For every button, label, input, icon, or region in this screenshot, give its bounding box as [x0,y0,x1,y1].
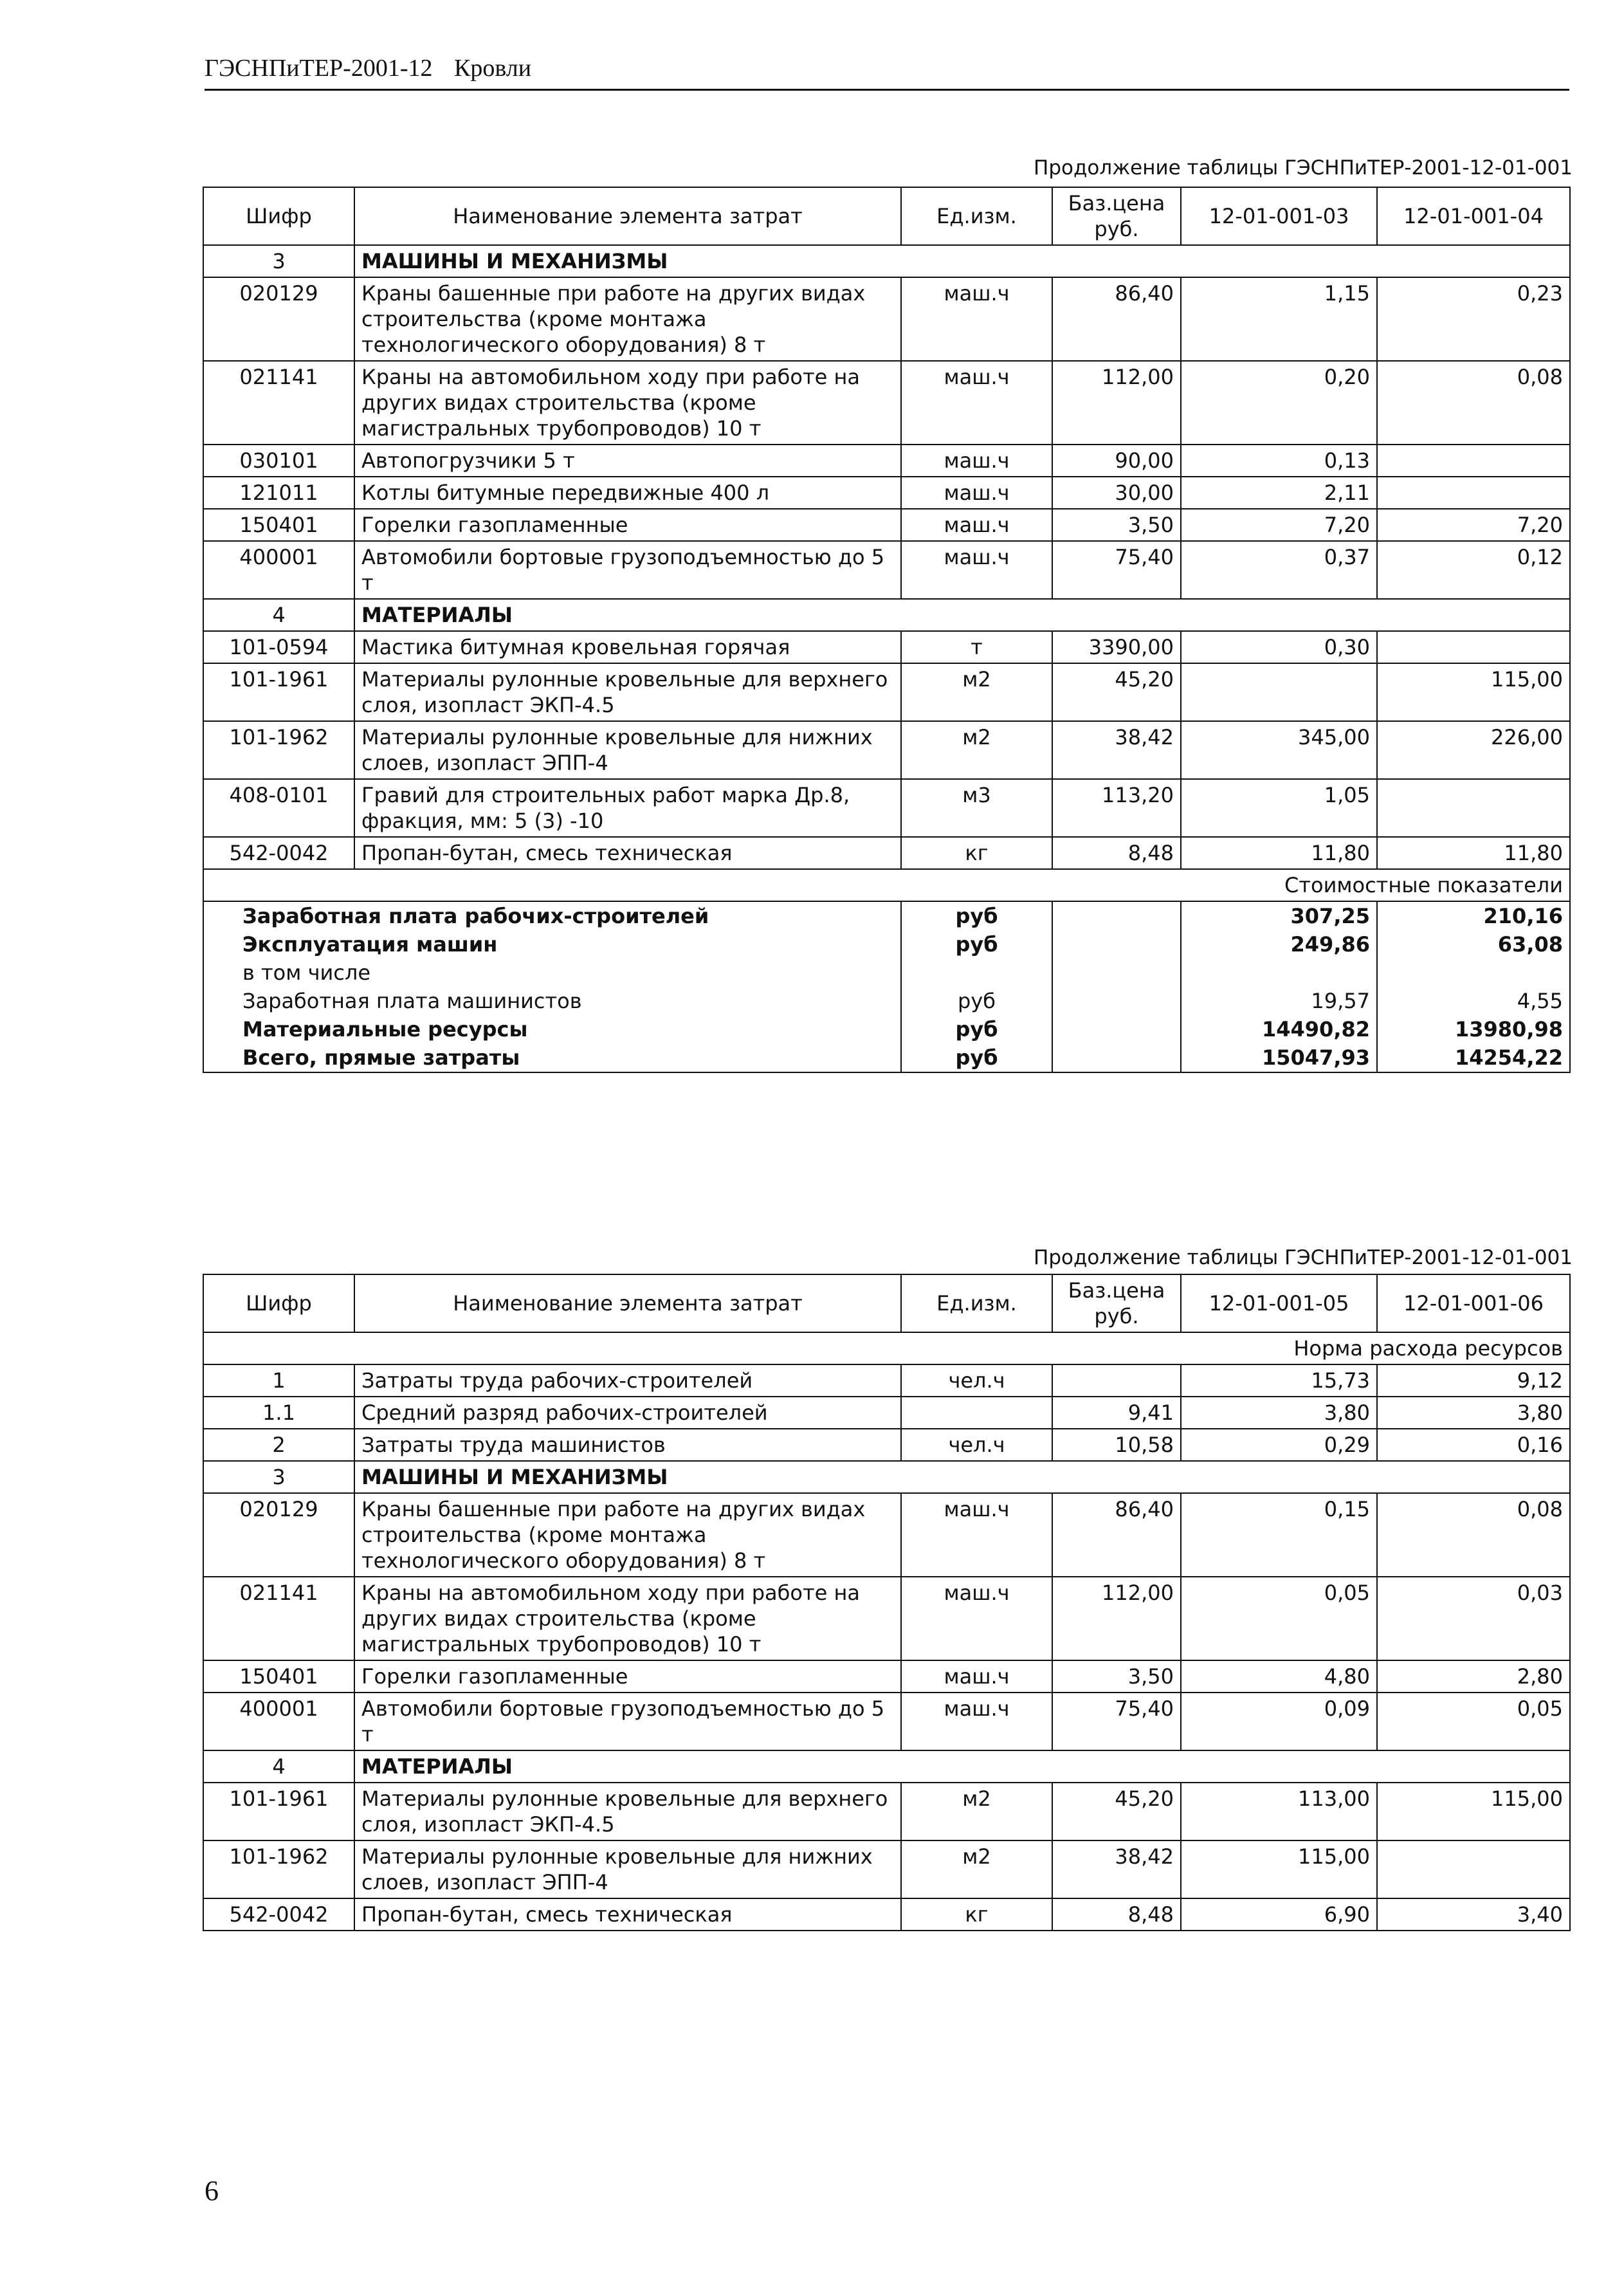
value-cell-b: 9,12 [1377,1364,1570,1397]
summary-value-a: 307,25 [1181,901,1377,930]
table-row [203,663,1570,721]
summary-value-b: 13980,98 [1377,1015,1570,1043]
col-header-name: Наименование элемента затрат [354,1274,901,1332]
value-cell-b: 115,00 [1377,1783,1570,1840]
unit-cell: м2 [901,721,1052,779]
resource-name: Краны на автомобильном ходу при работе на других видах строительства (кроме магистральных трубопроводов) 10 т [354,1577,901,1660]
base-price-cell: 112,00 [1052,361,1181,445]
header-rule [205,89,1569,91]
resource-name: Мастика битумная кровельная горячая [354,631,901,663]
value-cell-a: 0,20 [1181,361,1377,445]
summary-name: Материальные ресурсы [203,1015,901,1043]
summary-name: в том числе [203,959,901,987]
resource-code: 101-1961 [203,663,354,721]
table-row [203,277,1570,361]
value-cell-a: 6,90 [1181,1898,1377,1931]
table-row [203,1493,1570,1577]
section-number: 3 [203,245,354,277]
unit-cell: кг [901,1898,1052,1931]
resource-code: 408-0101 [203,779,354,837]
unit-cell: маш.ч [901,1693,1052,1750]
base-price-cell: 30,00 [1052,477,1181,509]
value-cell-a: 0,29 [1181,1429,1377,1461]
unit-cell: м2 [901,663,1052,721]
resource-code: 101-1962 [203,721,354,779]
cost-band-label: Стоимостные показатели [203,869,1570,901]
col-header-b: 12-01-001-06 [1377,1274,1570,1332]
resource-name: Пропан-бутан, смесь техническая [354,1898,901,1931]
base-price-cell: 8,48 [1052,1898,1181,1931]
summary-value-a [1181,959,1377,987]
value-cell-a: 345,00 [1181,721,1377,779]
value-cell-a: 7,20 [1181,509,1377,541]
summary-value-a: 19,57 [1181,987,1377,1015]
value-cell-b [1377,477,1570,509]
resource-code: 121011 [203,477,354,509]
summary-row [203,1043,1570,1072]
resource-name: Пропан-бутан, смесь техническая [354,837,901,869]
unit-cell: м2 [901,1840,1052,1898]
unit-cell: маш.ч [901,1660,1052,1693]
resource-code: 150401 [203,1660,354,1693]
resource-table-1 [203,187,1571,1073]
unit-cell: кг [901,837,1052,869]
header-code: ГЭСНПиТЕР-2001-12 [205,55,433,82]
table-row [203,1660,1570,1693]
summary-value-a: 249,86 [1181,930,1377,959]
value-cell-b [1377,631,1570,663]
empty-cell [1052,901,1181,930]
unit-cell: маш.ч [901,1493,1052,1577]
value-cell-b: 0,23 [1377,277,1570,361]
col-header-a: 12-01-001-03 [1181,187,1377,245]
value-cell-b: 0,08 [1377,361,1570,445]
table-row [203,1397,1570,1429]
table-row [203,1783,1570,1840]
resource-code: 400001 [203,1693,354,1750]
value-cell-a: 1,05 [1181,779,1377,837]
base-price-cell: 8,48 [1052,837,1181,869]
table-row [203,631,1570,663]
table-row [203,541,1570,599]
value-cell-b: 2,80 [1377,1660,1570,1693]
resource-code: 1.1 [203,1397,354,1429]
unit-cell: м3 [901,779,1052,837]
page-number: 6 [205,2175,219,2207]
summary-name: Заработная плата рабочих-строителей [203,901,901,930]
table-row [203,1898,1570,1931]
value-cell-b [1377,445,1570,477]
norm-band-label: Норма расхода ресурсов [203,1332,1570,1364]
section-header-row [203,1461,1570,1493]
resource-name: Горелки газопламенные [354,1660,901,1693]
base-price-cell: 38,42 [1052,721,1181,779]
table1-body [203,245,1570,1072]
resource-name: Затраты труда машинистов [354,1429,901,1461]
resource-name: Краны на автомобильном ходу при работе на других видах строительства (кроме магистральных трубопроводов) 10 т [354,361,901,445]
resource-code: 030101 [203,445,354,477]
running-header [205,54,531,82]
empty-cell [1052,1043,1181,1072]
base-price-cell: 10,58 [1052,1429,1181,1461]
summary-value-a: 15047,93 [1181,1043,1377,1072]
table2-body [203,1332,1570,1931]
col-header-b: 12-01-001-04 [1377,187,1570,245]
value-cell-a: 115,00 [1181,1840,1377,1898]
resource-name: Автомобили бортовые грузоподъемностью до 5 т [354,541,901,599]
summary-row [203,901,1570,930]
base-price-cell: 45,20 [1052,1783,1181,1840]
col-header-code: Шифр [203,1274,354,1332]
summary-row [203,987,1570,1015]
resource-code: 400001 [203,541,354,599]
unit-cell: чел.ч [901,1364,1052,1397]
summary-name: Всего, прямые затраты [203,1043,901,1072]
base-price-cell: 3390,00 [1052,631,1181,663]
value-cell-a: 0,37 [1181,541,1377,599]
empty-cell [1052,1015,1181,1043]
section-header-row [203,599,1570,631]
col-header-price: Баз.цена руб. [1052,1274,1181,1332]
resource-name: Автопогрузчики 5 т [354,445,901,477]
summary-value-b: 14254,22 [1377,1043,1570,1072]
value-cell-a: 113,00 [1181,1783,1377,1840]
summary-unit [901,959,1052,987]
resource-name: Котлы битумные передвижные 400 л [354,477,901,509]
table-row [203,509,1570,541]
resource-name: Гравий для строительных работ марка Др.8, фракция, мм: 5 (3) -10 [354,779,901,837]
value-cell-b: 0,05 [1377,1693,1570,1750]
table-row [203,837,1570,869]
col-header-code: Шифр [203,187,354,245]
resource-code: 2 [203,1429,354,1461]
unit-cell: маш.ч [901,277,1052,361]
value-cell-b: 0,16 [1377,1429,1570,1461]
summary-row [203,1015,1570,1043]
value-cell-a: 4,80 [1181,1660,1377,1693]
unit-cell: маш.ч [901,445,1052,477]
table-row [203,779,1570,837]
table2-caption: Продолжение таблицы ГЭСНПиТЕР-2001-12-01-001 [1034,1246,1573,1269]
base-price-cell: 38,42 [1052,1840,1181,1898]
empty-cell [1052,930,1181,959]
resource-code: 020129 [203,1493,354,1577]
resource-code: 150401 [203,509,354,541]
base-price-cell: 112,00 [1052,1577,1181,1660]
table-row [203,1693,1570,1750]
summary-value-b [1377,959,1570,987]
value-cell-b: 115,00 [1377,663,1570,721]
summary-unit: руб [901,930,1052,959]
section-number: 4 [203,599,354,631]
summary-unit: руб [901,1043,1052,1072]
table-row [203,1577,1570,1660]
resource-name: Материалы рулонные кровельные для нижних слоев, изопласт ЭПП-4 [354,721,901,779]
table-row [203,1840,1570,1898]
summary-value-b: 210,16 [1377,901,1570,930]
value-cell-a: 0,30 [1181,631,1377,663]
resource-name: Материалы рулонные кровельные для верхнего слоя, изопласт ЭКП-4.5 [354,663,901,721]
unit-cell: маш.ч [901,1577,1052,1660]
value-cell-b: 0,08 [1377,1493,1570,1577]
resource-code: 542-0042 [203,837,354,869]
value-cell-a: 3,80 [1181,1397,1377,1429]
resource-table-2 [203,1274,1571,1931]
unit-cell: т [901,631,1052,663]
resource-code: 101-1961 [203,1783,354,1840]
value-cell-b: 3,40 [1377,1898,1570,1931]
resource-name: Средний разряд рабочих-строителей [354,1397,901,1429]
value-cell-a: 0,09 [1181,1693,1377,1750]
value-cell-b: 3,80 [1377,1397,1570,1429]
resource-name: Краны башенные при работе на других видах строительства (кроме монтажа технологического оборудования) 8 т [354,277,901,361]
cost-band-row [203,869,1570,901]
table-header-row [203,187,1570,245]
value-cell-a: 11,80 [1181,837,1377,869]
value-cell-b: 0,03 [1377,1577,1570,1660]
base-price-cell: 86,40 [1052,277,1181,361]
value-cell-b: 11,80 [1377,837,1570,869]
col-header-unit: Ед.изм. [901,1274,1052,1332]
unit-cell: маш.ч [901,477,1052,509]
summary-value-b: 4,55 [1377,987,1570,1015]
table1-caption: Продолжение таблицы ГЭСНПиТЕР-2001-12-01-001 [1034,156,1573,179]
value-cell-a: 0,15 [1181,1493,1377,1577]
table-header-row [203,1274,1570,1332]
summary-name: Заработная плата машинистов [203,987,901,1015]
summary-row [203,959,1570,987]
summary-row [203,930,1570,959]
base-price-cell: 75,40 [1052,1693,1181,1750]
table-row [203,721,1570,779]
empty-cell [1052,959,1181,987]
resource-code: 020129 [203,277,354,361]
summary-name: Эксплуатация машин [203,930,901,959]
section-title: МАШИНЫ И МЕХАНИЗМЫ [354,1461,1570,1493]
base-price-cell: 75,40 [1052,541,1181,599]
base-price-cell: 9,41 [1052,1397,1181,1429]
resource-code: 101-1962 [203,1840,354,1898]
table-row [203,1364,1570,1397]
unit-cell: маш.ч [901,541,1052,599]
section-number: 3 [203,1461,354,1493]
value-cell-a: 0,13 [1181,445,1377,477]
summary-unit: руб [901,987,1052,1015]
unit-cell [901,1397,1052,1429]
resource-code: 021141 [203,361,354,445]
resource-name: Краны башенные при работе на других видах строительства (кроме монтажа технологического оборудования) 8 т [354,1493,901,1577]
section-header-row [203,1750,1570,1783]
col-header-a: 12-01-001-05 [1181,1274,1377,1332]
value-cell-b: 0,12 [1377,541,1570,599]
table-row [203,1429,1570,1461]
unit-cell: маш.ч [901,361,1052,445]
value-cell-a: 0,05 [1181,1577,1377,1660]
value-cell-a: 15,73 [1181,1364,1377,1397]
header-title: Кровли [454,55,532,82]
table-row [203,445,1570,477]
resource-code: 021141 [203,1577,354,1660]
table-row [203,361,1570,445]
value-cell-b [1377,1840,1570,1898]
resource-code: 101-0594 [203,631,354,663]
summary-unit: руб [901,1015,1052,1043]
base-price-cell: 45,20 [1052,663,1181,721]
norm-band-row [203,1332,1570,1364]
resource-name: Автомобили бортовые грузоподъемностью до 5 т [354,1693,901,1750]
col-header-price: Баз.цена руб. [1052,187,1181,245]
section-title: МАТЕРИАЛЫ [354,599,1570,631]
summary-value-b: 63,08 [1377,930,1570,959]
value-cell-a: 1,15 [1181,277,1377,361]
base-price-cell: 90,00 [1052,445,1181,477]
value-cell-b: 226,00 [1377,721,1570,779]
base-price-cell: 113,20 [1052,779,1181,837]
col-header-unit: Ед.изм. [901,187,1052,245]
base-price-cell [1052,1364,1181,1397]
unit-cell: чел.ч [901,1429,1052,1461]
summary-unit: руб [901,901,1052,930]
value-cell-b: 7,20 [1377,509,1570,541]
value-cell-b [1377,779,1570,837]
section-number: 4 [203,1750,354,1783]
empty-cell [1052,987,1181,1015]
resource-name: Материалы рулонные кровельные для верхнего слоя, изопласт ЭКП-4.5 [354,1783,901,1840]
value-cell-a [1181,663,1377,721]
col-header-name: Наименование элемента затрат [354,187,901,245]
base-price-cell: 3,50 [1052,1660,1181,1693]
value-cell-a: 2,11 [1181,477,1377,509]
section-title: МАТЕРИАЛЫ [354,1750,1570,1783]
resource-code: 1 [203,1364,354,1397]
unit-cell: маш.ч [901,509,1052,541]
resource-name: Материалы рулонные кровельные для нижних слоев, изопласт ЭПП-4 [354,1840,901,1898]
base-price-cell: 3,50 [1052,509,1181,541]
summary-value-a: 14490,82 [1181,1015,1377,1043]
section-title: МАШИНЫ И МЕХАНИЗМЫ [354,245,1570,277]
section-header-row [203,245,1570,277]
base-price-cell: 86,40 [1052,1493,1181,1577]
resource-code: 542-0042 [203,1898,354,1931]
unit-cell: м2 [901,1783,1052,1840]
resource-name: Горелки газопламенные [354,509,901,541]
resource-name: Затраты труда рабочих-строителей [354,1364,901,1397]
table-row [203,477,1570,509]
